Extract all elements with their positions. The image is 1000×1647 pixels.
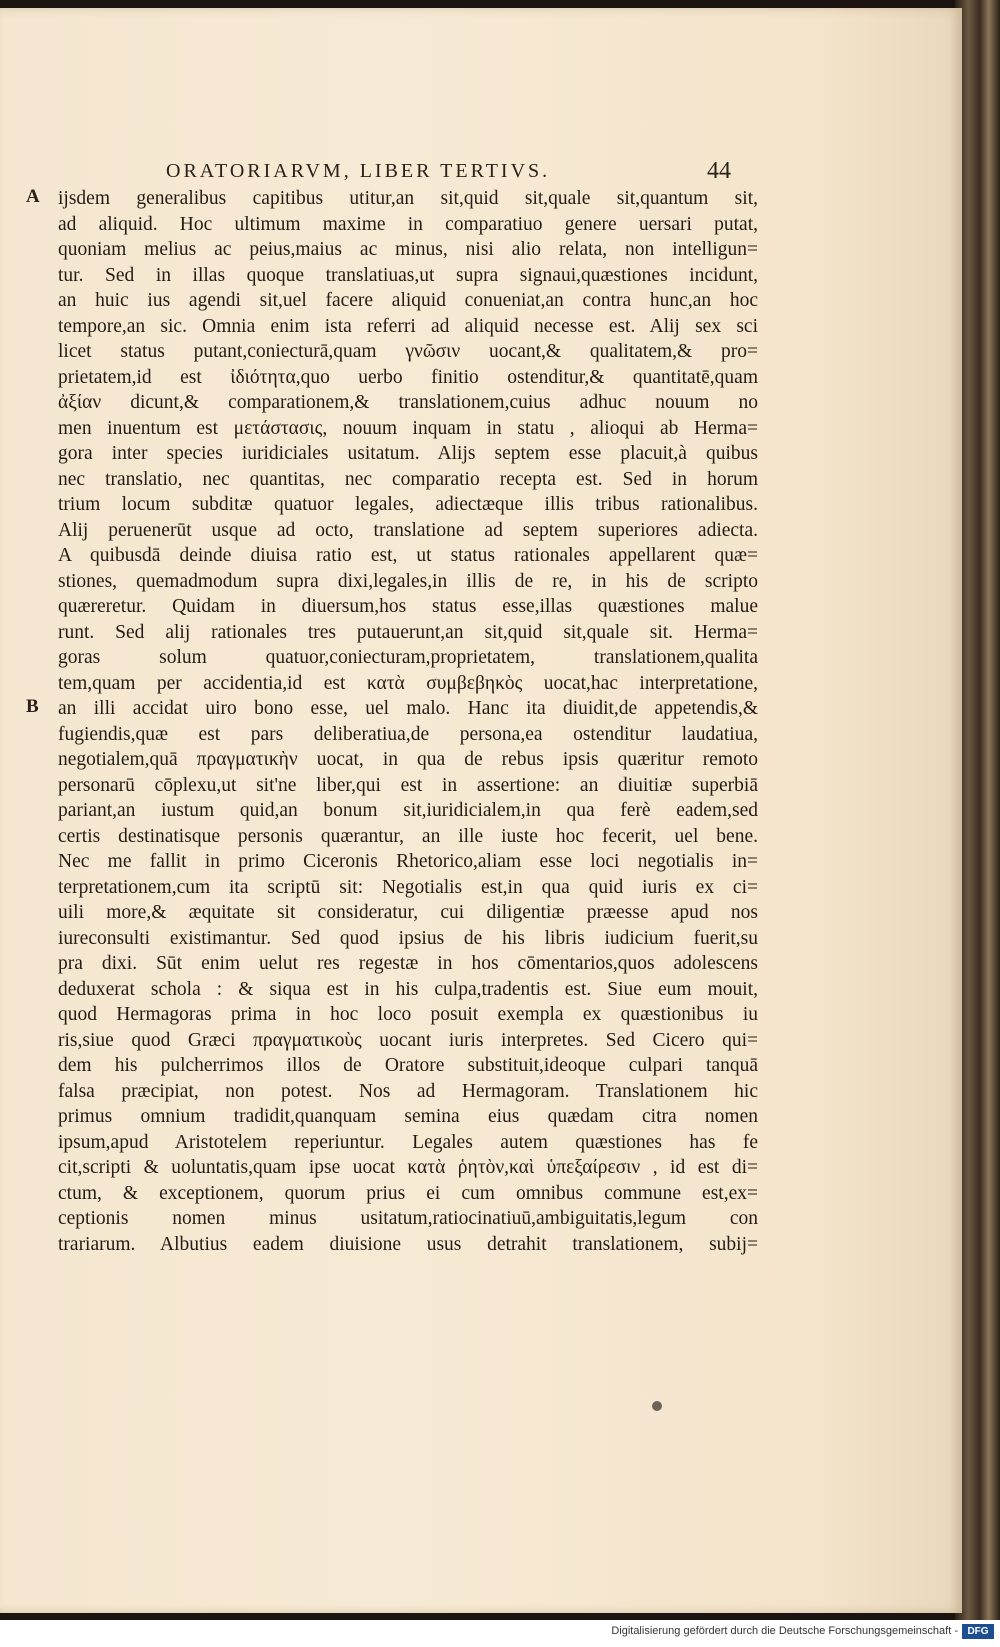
text-line: tempore,an sic. Omnia enim ista referri ad aliquid necesse est. Alij sex sci bbox=[58, 315, 758, 337]
text-line: ris,siue quod Græci πραγματικοὺς uocant iuris interpretes. Sed Cicero qui= bbox=[58, 1029, 758, 1051]
text-line: nec translatio, nec quantitas, nec comparatio recepta est. Sed in horum bbox=[58, 468, 758, 490]
text-line: ipsum,apud Aristotelem reperiuntur. Legales autem quæstiones has fe bbox=[58, 1131, 758, 1153]
text-line: primus omnium tradidit,quanquam semina eius quædam citra nomen bbox=[58, 1106, 758, 1127]
text-line: iureconsulti existimantur. Sed quod ipsius de his libris iudicium fuerit,su bbox=[58, 927, 758, 949]
text-line: falsa præcipiat, non potest. Nos ad Hermagoram. Translationem hic bbox=[58, 1080, 758, 1102]
ink-spot bbox=[652, 1401, 662, 1411]
text-line: ἀξίαν dicunt,& comparationem,& translationem,cuius adhuc nouum no bbox=[58, 392, 758, 413]
body-text bbox=[58, 186, 758, 1257]
text-line: terpretationem,cum ita scriptū sit: Negotialis est,in qua quid iuris ex ci= bbox=[58, 876, 758, 898]
text-line: tur. Sed in illas quoque translatiuas,ut supra signaui,quæstiones incidunt, bbox=[58, 264, 758, 286]
text-line: certis destinatisque personis quærantur, an ille iuste hoc fecerit, uel bene. bbox=[58, 825, 758, 847]
dfg-logo: DFG bbox=[962, 1624, 994, 1639]
running-head: ORATORIARVM, LIBER TERTIVS. bbox=[166, 160, 551, 182]
margin-letter-b: B bbox=[26, 696, 39, 717]
text-line: A quibusdā deinde diuisa ratio est, ut status rationales appellarent quæ= bbox=[58, 545, 758, 566]
text-line: ceptionis nomen minus usitatum,ratiocinatiuū,ambiguitatis,legum con bbox=[58, 1208, 758, 1229]
text-line: ctum, & exceptionem, quorum prius ei cum omnibus commune est,ex= bbox=[58, 1182, 758, 1204]
text-line: personarū cōplexu,ut sit'ne liber,qui est in assertione: an diuitiæ superbiā bbox=[58, 774, 758, 796]
text-line: deduxerat schola : & siqua est in his culpa,tradentis est. Siue eum mouit, bbox=[58, 978, 758, 1000]
text-line: runt. Sed alij rationales tres putauerunt,an sit,quid sit,quale sit. Herma= bbox=[58, 621, 758, 643]
text-line: trariarum. Albutius eadem diuisione usus detrahit translationem, subij= bbox=[58, 1233, 758, 1255]
text-line: men inuentum est μετάστασις, nouum inquam in statu , alioqui ab Herma= bbox=[58, 417, 758, 439]
text-line: uili more,& æquitate sit consideratur, cui diligentiæ præesse apud nos bbox=[58, 902, 758, 923]
text-line: ad aliquid. Hoc ultimum maxime in comparatiuo genere uersari putat, bbox=[58, 213, 758, 235]
text-line: quoniam melius ac peius,maius ac minus, nisi alio relata, non intelligun= bbox=[58, 239, 758, 260]
text-line: an huic ius agendi sit,uel facere aliquid conueniat,an contra hunc,an hoc bbox=[58, 290, 758, 311]
folio-number: 44 bbox=[707, 158, 731, 184]
text-line: an illi accidat uiro bono esse, uel malo. Hanc ita diuidit,de appetendis,& bbox=[58, 698, 758, 719]
text-line: gora inter species iuridiciales usitatum. Alijs septem esse placuit,à quibus bbox=[58, 443, 758, 464]
text-line: prietatem,id est ἰδιότητα,quo uerbo finitio ostenditur,& quantitatē,quam bbox=[58, 366, 758, 388]
text-line: quæreretur. Quidam in diuersum,hos status esse,illas quæstiones malue bbox=[58, 596, 758, 617]
margin-letter-a: A bbox=[26, 186, 40, 207]
text-line: negotialem,quā πραγματικὴν uocat, in qua de rebus ipsis quæritur remoto bbox=[58, 749, 758, 770]
footer-bar bbox=[0, 1620, 1000, 1647]
text-line: stiones, quemadmodum supra dixi,legales,in illis de re, in his de scripto bbox=[58, 570, 758, 592]
text-line: Alij peruenerūt usque ad octo, translatione ad septem superiores adiecta. bbox=[58, 519, 758, 541]
text-line: tem,quam per accidentia,id est κατὰ συμβεβηκὸς uocat,hac interpretatione, bbox=[58, 672, 758, 694]
text-line: Nec me fallit in primo Ciceronis Rhetorico,aliam esse loci negotialis in= bbox=[58, 851, 758, 872]
text-line: cit,scripti & uoluntatis,quam ipse uocat κατὰ ῥητὸν,καὶ ὑπεξαίρεσιν , id est di= bbox=[58, 1157, 758, 1178]
text-line: pra dixi. Sūt enim uelut res regestæ in hos cōmentarios,quos adolescens bbox=[58, 953, 758, 974]
text-line: ijsdem generalibus capitibus utitur,an sit,quid sit,quale sit,quantum sit, bbox=[58, 188, 758, 209]
text-line: dem his pulcherrimos illos de Oratore substituit,ideoque culpari tanquā bbox=[58, 1055, 758, 1076]
text-line: goras solum quatuor,coniecturam,proprietatem, translationem,qualita bbox=[58, 647, 758, 668]
text-line: trium locum subditæ quatuor legales, adiectæque illis tribus rationalibus. bbox=[58, 494, 758, 515]
text-line: licet status putant,coniecturā,quam γνῶσιν uocant,& qualitatem,& pro= bbox=[58, 341, 758, 362]
text-line: quod Hermagoras prima in hoc loco posuit exempla ex quæstionibus iu bbox=[58, 1004, 758, 1025]
text-line: pariant,an iustum quid,an bonum sit,iuridicialem,in qua ferè eadem,sed bbox=[58, 800, 758, 821]
text-line: fugiendis,quæ est pars deliberatiua,de persona,ea ostenditur laudatiua, bbox=[58, 723, 758, 745]
book-page bbox=[0, 8, 962, 1613]
footer-credit: Digitalisierung gefördert durch die Deutsche Forschungsgemeinschaft - bbox=[611, 1625, 958, 1637]
